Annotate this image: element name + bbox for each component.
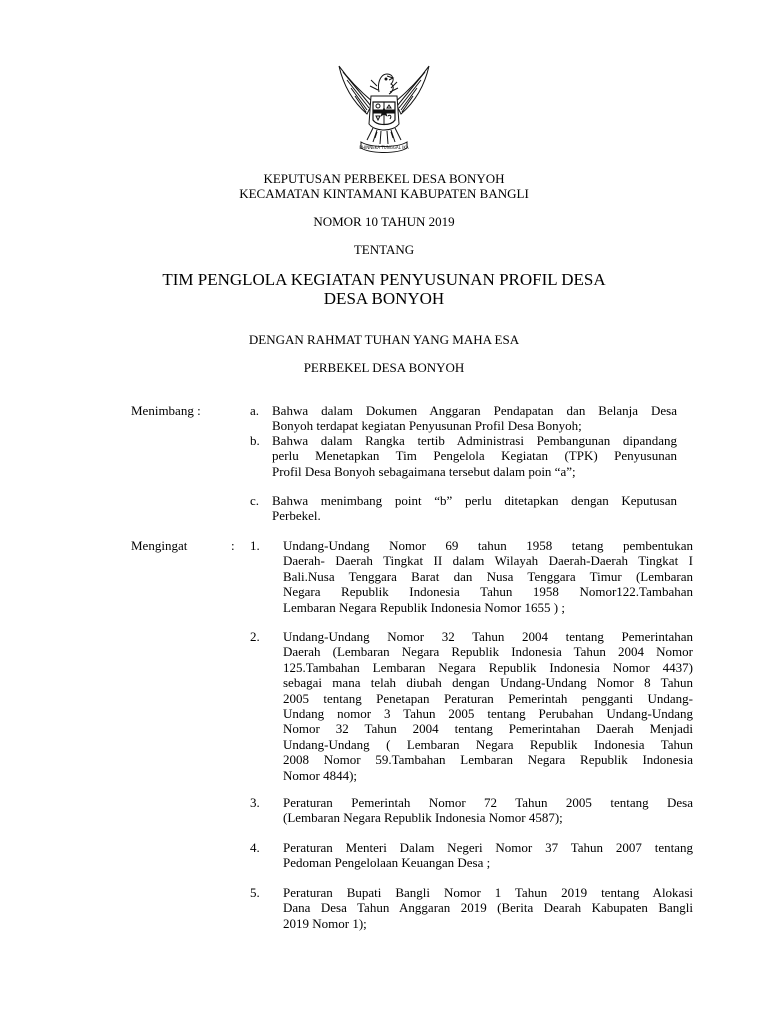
rahmat-line: DENGAN RAHMAT TUHAN YANG MAHA ESA <box>248 332 520 347</box>
text-line: Bonyoh terdapat kegiatan Penyusunan Profil Desa Bonyoh; <box>272 418 582 434</box>
text-line: Pedoman Pengelolaan Keuangan Desa ; <box>283 855 491 871</box>
text-line: Peraturan Pemerintah Nomor 72 Tahun 2005 tentang Desa <box>283 795 693 810</box>
text-line: Bali.Nusa Tenggara Barat dan Nusa Tenggara Timur (Lembaran <box>283 568 693 584</box>
garuda-emblem <box>333 62 435 154</box>
mengingat-marker-3: 3. <box>250 795 260 810</box>
mengingat-colon: : <box>231 538 235 553</box>
text-line: Daerah- Daerah Tingkat II dalam Wilayah Daerah-Daerah Tingkat I <box>283 553 693 569</box>
text-line: Undang-Undang ( Lembaran Negara Republik Indonesia Tahun <box>283 736 693 752</box>
text-line: Dana Desa Tahun Anggaran 2019 (Berita Dearah Kabupaten Bangli <box>283 900 693 916</box>
menimbang-marker-b: b. <box>250 433 260 448</box>
text-line: Bahwa menimbang point “b” perlu ditetapkan dengan Keputusan <box>272 493 677 508</box>
menimbang-item-c <box>272 493 677 524</box>
text-line: (Lembaran Negara Republik Indonesia Nomor 4587); <box>283 810 563 826</box>
text-line: 2008 Nomor 59.Tambahan Lembaran Negara Republik Indonesia <box>283 752 693 768</box>
menimbang-item-b <box>272 433 677 479</box>
mengingat-item-5 <box>283 885 693 931</box>
text-line: Peraturan Menteri Dalam Negeri Nomor 37 Tahun 2007 tentang <box>283 840 693 855</box>
mengingat-item-2 <box>283 629 693 783</box>
perbekel-line: PERBEKEL DESA BONYOH <box>303 360 465 375</box>
decree-number: NOMOR 10 TAHUN 2019 <box>313 214 455 229</box>
text-line: 125.Tambahan Lembaran Negara Republik Indonesia Nomor 4437) <box>283 659 693 675</box>
header-line-2: KECAMATAN KINTAMANI KABUPATEN BANGLI <box>239 186 529 201</box>
text-line: 2019 Nomor 1); <box>283 915 367 931</box>
text-line: Lembaran Negara Republik Indonesia Nomor 1655 ) ; <box>283 599 565 615</box>
text-line: Profil Desa Bonyoh sebagaimana tersebut dalam poin “a”; <box>272 463 576 479</box>
mengingat-item-4 <box>283 840 693 871</box>
menimbang-marker-a: a. <box>250 403 260 418</box>
menimbang-marker-c: c. <box>250 493 260 508</box>
text-line: Nomor 4844); <box>283 767 358 783</box>
text-line: Daerah (Lembaran Negara Republik Indonesia Tahun 2004 Nomor <box>283 644 693 660</box>
text-line: Perbekel. <box>272 508 321 524</box>
tentang-label: TENTANG <box>353 242 415 257</box>
mengingat-marker-5: 5. <box>250 885 260 900</box>
text-line: Peraturan Bupati Bangli Nomor 1 Tahun 2019 tentang Alokasi <box>283 885 693 900</box>
decree-title-line-2: DESA BONYOH <box>323 289 445 308</box>
text-line: sebagai mana telah diubah dengan Undang-Undang Nomor 8 Tahun <box>283 675 693 691</box>
mengingat-item-1 <box>283 538 693 615</box>
mengingat-marker-2: 2. <box>250 629 260 644</box>
mengingat-marker-4: 4. <box>250 840 260 855</box>
text-line: 2005 tentang Penetapan Peraturan Pemerintah pengganti Undang- <box>283 690 693 706</box>
text-line: Nomor 32 Tahun 2004 tentang Pemerintahan Daerah Menjadi <box>283 721 693 737</box>
mengingat-marker-1: 1. <box>250 538 260 553</box>
header-line-1: KEPUTUSAN PERBEKEL DESA BONYOH <box>263 171 505 186</box>
svg-text:BHINNEKA TUNGGAL IKA: BHINNEKA TUNGGAL IKA <box>359 145 409 150</box>
menimbang-label: Menimbang : <box>131 403 201 418</box>
text-line: Undang-Undang Nomor 32 Tahun 2004 tentang Pemerintahan <box>283 629 693 644</box>
mengingat-label: Mengingat <box>131 538 188 553</box>
text-line: Undang-Undang Nomor 69 tahun 1958 tetang pembentukan <box>283 538 693 553</box>
text-line: Bahwa dalam Dokumen Anggaran Pendapatan dan Belanja Desa <box>272 403 677 418</box>
menimbang-item-a <box>272 403 677 434</box>
text-line: perlu Menetapkan Tim Pengelola Kegiatan (TPK) Penyusunan <box>272 448 677 464</box>
decree-title-line-1: TIM PENGLOLA KEGIATAN PENYUSUNAN PROFIL DESA <box>162 270 606 289</box>
text-line: Bahwa dalam Rangka tertib Administrasi Pembangunan dipandang <box>272 433 677 448</box>
text-line: Undang nomor 3 Tahun 2005 tentang Perubahan Undang-Undang <box>283 706 693 722</box>
text-line: Negara Republik Indonesia Tahun 1958 Nomor122.Tambahan <box>283 584 693 600</box>
mengingat-item-3 <box>283 795 693 826</box>
